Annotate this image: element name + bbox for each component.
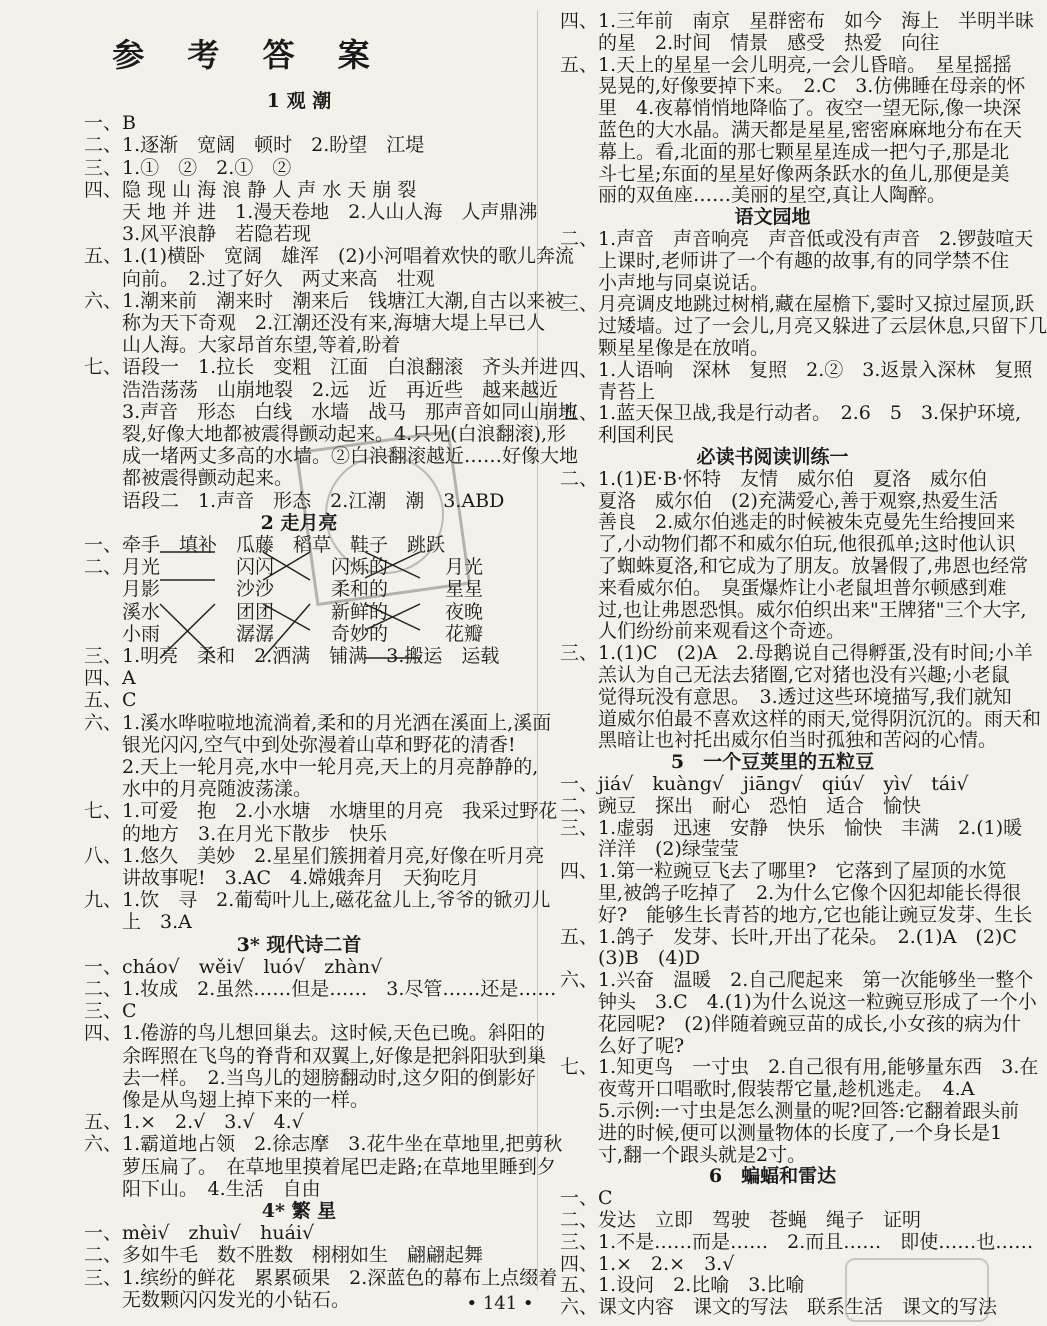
answer-line: 羔认为自己无法去猪圈,它对猪也没有兴趣;小老鼠 — [560, 664, 1010, 686]
answer-line: 三、1.虚弱 迅速 安静 快乐 愉快 丰满 2.(1)暖 — [560, 816, 1023, 839]
match-line — [263, 604, 310, 658]
answer-line: 萝压扁了。 在草地里摸着尾巴走路;在草地里睡到夕 — [84, 1155, 556, 1178]
answer-line: 三、C — [84, 1000, 137, 1023]
answer-line: 五、1.天上的星星一会儿明亮,一会儿昏暗。 星星摇摇 — [560, 53, 1012, 76]
answer-line: 好? 能够生长青苔的地方,它也能让豌豆发芽、生长 — [560, 903, 1033, 926]
answer-line: 青苔上 — [560, 380, 656, 403]
answer-line: 四、1.三年前 南京 星群密布 如今 海上 半明半昧 — [560, 10, 1035, 32]
answer-line: 二、豌豆 探出 耐心 恐怕 适合 愉快 — [560, 794, 922, 817]
answer-line: 八、1.悠久 美妙 2.星星们簇拥着月亮,好像在听月亮 — [84, 844, 545, 867]
answer-line: 五、C — [84, 689, 137, 712]
answer-line: 五、1.(1)横卧 宽阔 雄浑 (2)小河唱着欢快的歌儿奔流 — [84, 245, 574, 268]
answer-line: 七、1.知更鸟 一寸虫 2.自己很有用,能够量东西 3.在 — [560, 1056, 1039, 1079]
answer-line: 3.风平浪静 若隐若现 — [84, 223, 312, 246]
answer-line: 三、1.(1)C (2)A 2.母鹅说自己得孵蛋,没有时间;小羊 — [560, 642, 1033, 665]
answer-line: 天 地 并 进 1.漫天卷地 2.人山人海 人声鼎沸 — [84, 201, 538, 223]
answer-line: 六、1.溪水哗啦啦地流淌着,柔和的月光洒在溪面上,溪面 — [84, 711, 552, 734]
answer-line: 一、mèi√ zhuì√ huái√ — [84, 1222, 315, 1245]
answer-line: 四、A — [84, 667, 136, 690]
answer-line: 蓝色的大水晶。满天都是星星,密密麻麻地分布在天 — [560, 119, 1023, 141]
section-heading: 语文园地 — [734, 206, 811, 229]
answer-line: 里,被鸽子吃掉了 2.为什么它像个囚犯却能长得很 — [560, 882, 1022, 904]
answer-line: (3)B (4)D — [560, 947, 701, 970]
answer-line: 四、1.× 2.× 3.√ — [560, 1252, 735, 1275]
answer-line: 小声地与同桌说话。 — [560, 271, 770, 294]
answer-line: 一、jiá√ kuàng√ jiāng√ qiú√ yì√ tái√ — [560, 773, 969, 795]
answer-line: 二、1.逐渐 宽阔 顿时 2.盼望 江堤 — [84, 134, 425, 157]
answer-line: 二、1.声音 声音响亮 声音低或没有声音 2.锣鼓喧天 — [560, 228, 1034, 250]
section-heading: 3* 现代诗二首 — [236, 933, 362, 956]
answer-line: 四、1.倦游的鸟儿想回巢去。这时候,天色已晚。斜阳的 — [84, 1022, 546, 1045]
match-line — [263, 604, 310, 630]
answer-line: 夜莺开口唱歌时,假装帮它量,趁机逃走。 4.A — [560, 1078, 975, 1101]
answer-line: 过,也让弗恩恐惧。威尔伯织出来"王牌猪"三个大字, — [560, 598, 1027, 621]
answer-line: 称为天下奇观 2.江潮还没有来,海塘大堤上早已人 — [84, 312, 546, 334]
answer-line: 三、1.不是……而是…… 2.而且…… 即使……也…… — [560, 1230, 1034, 1253]
answer-line: 六、1.潮来前 潮来时 潮来后 钱塘江大潮,自古以来被 — [84, 289, 565, 312]
answer-line: 水中的月亮随波荡漾。 — [84, 778, 313, 801]
answer-line: 晃晃的,好像要掉下来。 2.C 3.仿佛睡在母亲的怀 — [560, 75, 1026, 98]
answer-line: 夏洛 威尔伯 (2)充满爱心,善于观察,热爱生活 — [560, 489, 998, 512]
answer-line: 二、多如牛毛 数不胜数 栩栩如生 翩翩起舞 — [84, 1244, 484, 1267]
answer-line: 五、1.蓝天保卫战,我是行动者。 2.6 5 3.保护环境, — [560, 402, 1022, 425]
answer-line: 进的时候,便可以测量物体的长度了,一个身长是1 — [560, 1121, 1003, 1144]
answer-line: 里 4.夜幕悄悄地降临了。夜空一望无际,像一块深 — [560, 97, 1022, 120]
answer-line: 山人海。大家昂首东望,等着,盼着 — [84, 334, 401, 357]
answer-line: 人们纷纷前来观看这个奇迹。 — [560, 620, 846, 643]
section-heading: 6 蝙蝠和雷达 — [708, 1165, 837, 1188]
section-heading: 4* 繁 星 — [261, 1200, 337, 1222]
answer-line: 九、1.饮 寻 2.葡萄叶儿上,磁花盆儿上,爷爷的锨刃儿 — [84, 889, 551, 912]
answer-line: 丽的双鱼座……美丽的星空,真让人陶醉。 — [560, 184, 947, 207]
answer-line: 去一样。 2.当鸟儿的翅膀翻动时,这夕阳的倒影好 — [84, 1066, 536, 1089]
answer-line: 裂,好像大地都被震得颤动起来。4.只见(白浪翻滚),形 — [84, 423, 567, 445]
stamp-circle — [325, 455, 444, 574]
answer-line: 三、1.明亮 柔和 2.洒满 铺满 3.搬运 运载 — [84, 645, 500, 667]
answer-line: 洋洋 (2)绿莹莹 — [560, 838, 739, 861]
answer-line: 么好了呢? — [560, 1034, 685, 1057]
answer-line: 七、语段一 1.拉长 变粗 江面 白浪翻滚 齐头并进 — [84, 356, 559, 379]
answer-line: 2.天上一轮月亮,水中一轮月亮,天上的月亮静静的, — [84, 756, 539, 778]
watermark-logo — [845, 1258, 989, 1322]
answer-line: 向前。 2.过了好久 两丈来高 壮观 — [84, 267, 435, 290]
answer-line: 二、1.妆成 2.虽然……但是…… 3.尽管……还是…… — [84, 978, 557, 1000]
page-number: • 141 • — [466, 1293, 534, 1314]
answer-line: 六、1.霸道地占领 2.徐志摩 3.花牛坐在草地里,把剪秋 — [84, 1133, 563, 1156]
answer-line: 银光闪闪,空气中到处弥漫着山草和野花的清香! — [84, 733, 516, 756]
answer-line: 过矮墙。过了一会儿,月亮又躲进了云层休息,只留下几 — [560, 315, 1047, 338]
answer-line: 的星 2.时间 情景 感受 热爱 向往 — [560, 31, 940, 54]
answer-line: 花园呢? (2)伴随着豌豆苗的成长,小女孩的病为什 — [560, 1012, 1022, 1035]
answer-line: 道威尔伯最不喜欢这样的雨天,觉得阴沉沉的。雨天和 — [560, 707, 1042, 730]
answer-line: 语段二 1.声音 形态 2.江潮 潮 3.ABD — [84, 489, 505, 512]
answer-line: 黑暗让也衬托出威尔伯当时孤独和苦闷的心情。 — [560, 729, 998, 752]
answer-line: 三、1.缤纷的鲜花 累累硕果 2.深蓝色的幕布上点缀着 — [84, 1266, 558, 1289]
answer-line: 二、月光 闪闪 闪烁的 月光 — [84, 556, 484, 579]
answer-line: 月影 沙沙 柔和的 星星 — [84, 578, 484, 601]
answer-line: 六、课文内容 课文的写法 联系生活 课文的写法 — [560, 1296, 998, 1319]
answer-line: 二、发达 立即 驾驶 苍蝇 绳子 证明 — [560, 1209, 922, 1231]
answer-line: 成一堵两丈多高的水墙。②白浪翻滚越近……好像大地 — [84, 445, 579, 468]
answer-line: 一、B — [84, 112, 136, 135]
answer-line: 余晖照在飞鸟的脊背和双翼上,好像是把斜阳驮到巢 — [84, 1044, 547, 1067]
answer-line: 颗星星像是在放哨。 — [560, 337, 770, 359]
answer-line: 溪水 团团 新鲜的 夜晚 — [84, 600, 484, 623]
section-heading: 必读书阅读训练一 — [696, 446, 849, 468]
answer-line: 浩浩荡荡 山崩地裂 2.远 近 再近些 越来越近 — [84, 378, 559, 401]
answer-line: 寸,翻一个跟头就是2寸。 — [560, 1143, 807, 1166]
answer-line: 一、C — [560, 1187, 613, 1210]
answer-line: 觉得玩没有意思。 3.透过这些环境描写,我们就知 — [560, 685, 1012, 708]
page-title: 参 考 答 案 — [112, 36, 386, 74]
answer-line: 善良 2.威尔伯逃走的时候被朱克曼先生给捜回来 — [560, 511, 1016, 534]
answer-line: 都被震得颤动起来。 — [84, 467, 294, 490]
answer-line: 四、1.第一粒豌豆飞去了哪里? 它落到了屋顶的水笕 — [560, 860, 1007, 883]
answer-line: 无数颗闪闪发光的小钻石。 — [84, 1288, 351, 1311]
answer-line: 来看威尔伯。 臭蛋爆炸让小老鼠坦普尔顿感到难 — [560, 576, 1007, 599]
answer-line: 七、1.可爱 抱 2.小水塘 水塘里的月亮 我采过野花 — [84, 800, 558, 823]
answer-line: 3.声音 形态 白线 水墙 战马 那声音如同山崩地 — [84, 400, 578, 423]
answer-line: 像是从鸟翅上掉下来的一样。 — [84, 1089, 370, 1111]
answer-line: 阳下山。 4.生活 自由 — [84, 1177, 321, 1200]
answer-line: 讲故事呢! 3.AC 4.嫦娥奔月 天狗吃月 — [84, 867, 480, 889]
section-heading: 5 一个豆荚里的五粒豆 — [670, 751, 875, 774]
answer-line: 五、1.设问 2.比喻 3.比喻 — [560, 1274, 805, 1297]
answer-line: 钟头 3.C 4.(1)为什么说这一粒豌豆形成了一个小 — [560, 991, 1037, 1013]
answer-line: 四、1.人语响 深林 复照 2.② 3.返景入深林 复照 — [560, 358, 1033, 381]
answer-line: 六、1.兴奋 温暖 2.自己爬起来 第一次能够坐一整个 — [560, 969, 1034, 992]
answer-line: 小雨 潺潺 奇妙的 花瓣 — [84, 622, 484, 645]
answer-line: 上 3.A — [84, 911, 192, 934]
answer-line: 了蜘蛛夏洛,和它成为了朋友。放暑假了,弗恩也经常 — [560, 555, 1029, 577]
section-heading: 2 走月亮 — [260, 511, 338, 534]
answer-line: 的地方 3.在月光下散步 快乐 — [84, 822, 388, 845]
section-heading: 1 观 潮 — [266, 90, 332, 112]
answer-line: 五、1.× 2.√ 3.√ 4.√ — [84, 1111, 304, 1134]
answer-line: 一、cháo√ wěi√ luó√ zhàn√ — [84, 955, 383, 978]
answer-line: 四、隐 现 山 海 浪 静 人 声 水 天 崩 裂 — [84, 178, 417, 201]
answer-line: 幕上。看,北面的那七颗星星连成一把勺子,那是北 — [560, 140, 1010, 163]
answer-line: 了,小动物们都不和威尔伯玩,他很孤单;这时他认识 — [560, 533, 1016, 556]
answer-line: 利国利民 — [560, 424, 675, 447]
answer-line: 5.示例:一寸虫是怎么测量的呢?回答:它翻着跟头前 — [560, 1100, 1020, 1122]
answer-line: 斗七星;东面的星星好像两条跃水的鱼儿,那便是美 — [560, 162, 1010, 185]
answer-line: 五、1.鸽子 发芽、长叶,开出了花朵。 2.(1)A (2)C — [560, 925, 1017, 948]
answer-line: 二、1.(1)E·B·怀特 友情 威尔伯 夏洛 威尔伯 — [560, 467, 987, 490]
answer-line: 三、月亮调皮地跳过树梢,藏在屋檐下,霎时又掠过屋顶,跃 — [560, 293, 1035, 316]
answer-line: 一、牵手 填补 瓜藤 稻草 鞋子 跳跃 — [84, 534, 446, 556]
answer-line: 上课时,老师讲了一个有趣的故事,有的同学禁不住 — [560, 249, 1010, 272]
answer-line: 三、1.① ② 2.① ② — [84, 156, 292, 179]
